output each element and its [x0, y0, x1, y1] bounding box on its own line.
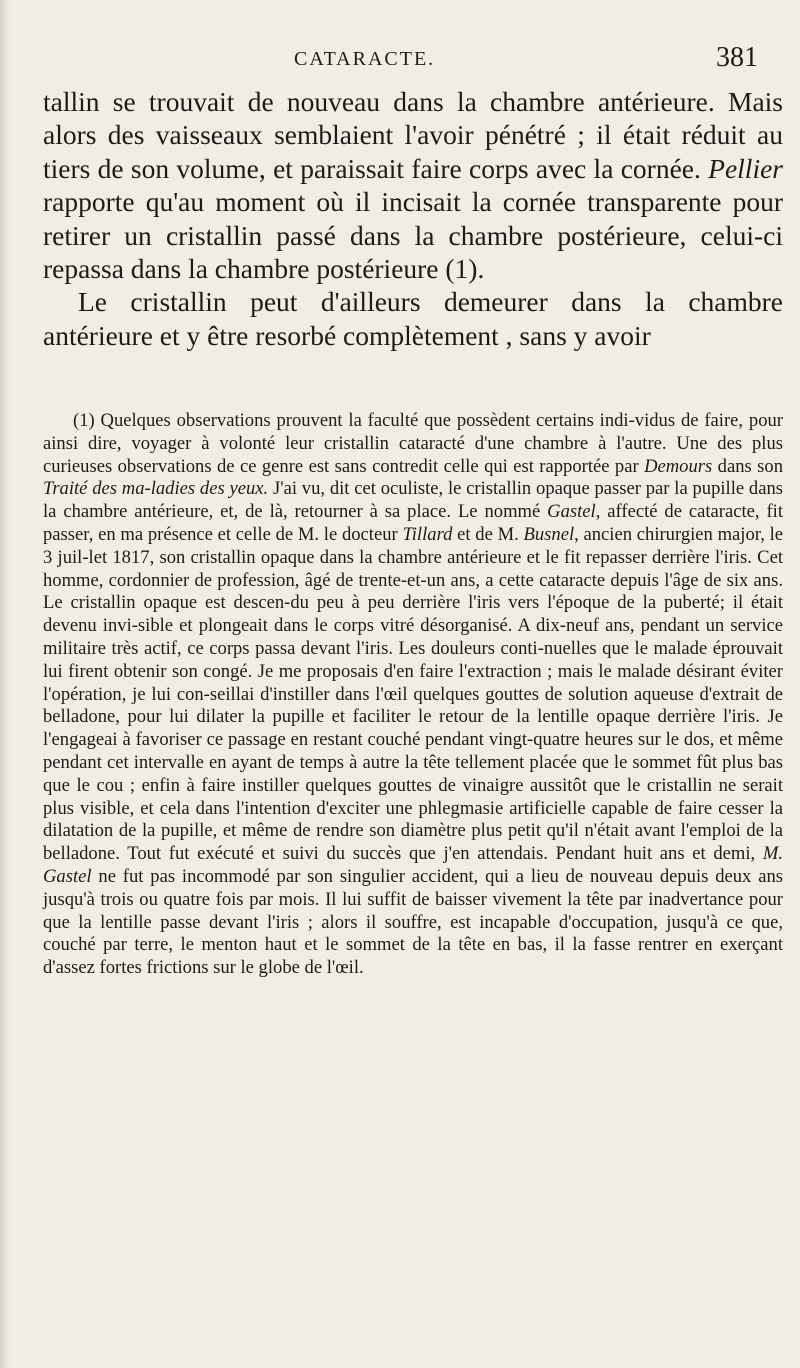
- page-left-edge: [0, 0, 10, 1368]
- footnote-part-6: , ancien chirurgien major, le 3 juil-let 1817, son cristallin opaque dans la chambre antérieure et le fit repasser derrière l'iris. Cet homme, cordonnier de profession, âgé de trente-et-un ans, a cette cataracte depuis l'âge de six ans. Le cristallin opaque est descen-du peu à peu derrière l'iris vers l'époque de la puberté; il était devenu invi-sible et plongeait dans le corps vitré désorganisé. A dix-neuf ans, pendant un service militaire très actif, ce corps passa devant l'iris. Les douleurs conti-nuelles que le malade éprouvait lui firent obtenir son congé. Je me proposais d'en faire l'extraction ; mais le malade désirant éviter l'opération, je lui con-seillai d'instiller dans l'œil quelques gouttes de solution aqueuse d'extrait de belladone, pour lui dilater la pupille et faciliter le retour de la lentille opaque derrière l'iris. Je l'engageai à favoriser ce passage en restant couché pendant vingt-quatre heures sur le dos, et même pendant cet intervalle en ayant de temps à autre la tête tellement placée que le sommet fût plus bas que le cou ; enfin à faire instiller quelques gouttes de vinaigre aussitôt que le cristallin ne serait plus visible, et cela dans l'intention d'exciter une phlegmasie artificielle capable de faire cesser la dilatation de la pupille, et même de rendre son diamètre plus petit qu'il n'était avant l'emploi de la belladone. Tout fut exécuté et suivi du succès que j'en attendais. Pendant huit ans et demi,: [43, 523, 784, 865]
- paragraph-1-part-1: tallin se trouvait de nouveau dans la chambre antérieure. Mais alors des vaisseaux semblaient l'avoir pénétré ; il était réduit au tiers de son volume, et paraissait faire corps avec la cornée.: [43, 86, 783, 184]
- page-header: [230, 38, 790, 78]
- footnote-name-tillard: Tillard: [402, 523, 453, 545]
- footnote-part-2: dans son: [712, 455, 783, 477]
- footnote-part-7: ne fut pas incommodé par son singulier accident, qui a lieu de nouveau depuis deux ans jusqu'à trois ou quatre fois par mois. Il lui suffit de baisser vivement la tête par inadvertance pour que la lentille passe devant l'iris ; alors il souffre, est incapable d'occupation, jusqu'à ce que, couché par terre, le menton haut et le sommet de la tête en bas, il la fasse rentrer en exerçant d'assez fortes frictions sur le globe de l'œil.: [43, 865, 783, 979]
- footnote-part-3: J'ai vu, dit cet oculiste, le cristallin opaque passer par la pupille dans la chambre antérieure, et, de là, retourner à sa place. Le nommé: [43, 478, 783, 523]
- paragraph-1-part-2: rapporte qu'au moment où il incisait la cornée transparente pour retirer un cristallin passé dans la chambre postérieure, celui-ci repassa dans la chambre postérieure (1).: [43, 186, 783, 285]
- footnote-name-busnel: Busnel: [523, 523, 575, 545]
- footnote-part-4: , affecté de cataracte, fit passer, en ma présence et celle de M. le docteur: [43, 501, 783, 545]
- paragraph-2: Le cristallin peut d'ailleurs demeurer dans la chambre antérieure et y être resorbé complètement , sans y avoir: [43, 286, 783, 351]
- paragraph-1: [43, 85, 783, 285]
- footnote-part-1: (1) Quelques observations prouvent la faculté que possèdent certains indi-vidus de faire, pour ainsi dire, voyager à volonté leur cristallin cataracté d'une chambre à l'autre. Une des plus curieuses observations de ce genre est sans contredit celle qui est rapportée par: [43, 410, 783, 477]
- footnote-part-5: et de M.: [452, 523, 524, 545]
- main-text: [43, 85, 783, 352]
- author-name-pellier: Pellier: [708, 152, 783, 184]
- footnote-name-demours: Demours: [644, 455, 713, 477]
- footnote: [43, 410, 783, 980]
- footnote-book-title: Traité des ma-ladies des yeux.: [43, 478, 269, 500]
- running-title: CATARACTE.: [294, 48, 436, 70]
- footnote-text: [43, 410, 783, 980]
- footnote-name-m-gastel: M. Gastel: [43, 843, 783, 887]
- page-number: 381: [716, 42, 758, 73]
- footnote-name-gastel: Gastel: [547, 501, 596, 523]
